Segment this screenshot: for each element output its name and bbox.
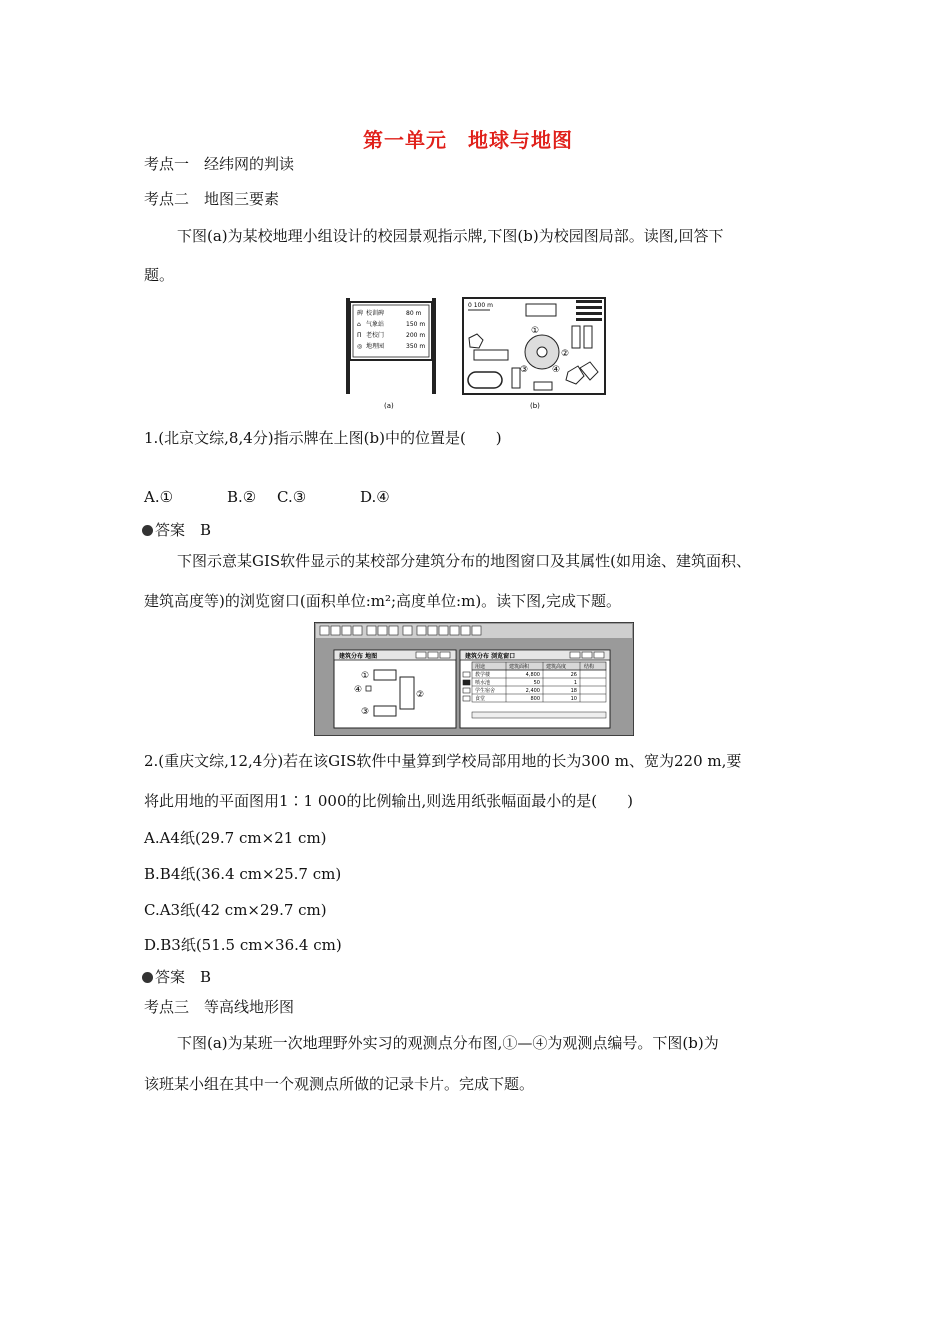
gis-cell: 喷水池 xyxy=(475,680,491,686)
gis-marker-4: ④ xyxy=(354,685,363,695)
gis-cell: 食堂 xyxy=(475,696,486,702)
question-2-option-c: C.A3纸(42 cm×29.7 cm) xyxy=(144,901,327,919)
question-1-answer-text: 答案 B xyxy=(155,521,212,539)
gis-screenshot-figure xyxy=(314,622,634,736)
gis-cell: 18 xyxy=(570,688,577,694)
question-1-stem: 1.(北京文综,8,4分)指示牌在上图(b)中的位置是( ) xyxy=(144,429,502,447)
gis-cell: 2,400 xyxy=(525,688,540,694)
gis-cell: 26 xyxy=(570,672,577,678)
intro-paragraph-1-line1: 下图(a)为某校地理小组设计的校园景观指示牌,下图(b)为校园图局部。读图,回答下 xyxy=(177,227,724,245)
sign-row-name: 气象站 xyxy=(366,321,385,328)
sign-row-dist: 150 m xyxy=(406,321,426,328)
sign-row-dist: 80 m xyxy=(406,310,422,317)
question-1-answer xyxy=(142,519,211,540)
question-1-option-a: A.① xyxy=(144,488,174,506)
answer-icon xyxy=(142,972,153,983)
map-marker-1: ① xyxy=(531,326,540,336)
gis-map-title: 建筑分布 地图 xyxy=(339,653,378,660)
campus-figure xyxy=(340,294,610,412)
sign-row-icon: Π xyxy=(357,332,362,339)
sign-row-dist: 350 m xyxy=(406,343,426,350)
question-2-option-b: B.B4纸(36.4 cm×25.7 cm) xyxy=(144,865,342,883)
sign-row-icon: ◎ xyxy=(357,343,363,350)
sign-row-name: 地理园 xyxy=(366,343,385,350)
gis-cell: 学生宿舍 xyxy=(475,688,496,694)
intro-paragraph-2-line2: 建筑高度等)的浏览窗口(面积单位:m²;高度单位:m)。读下图,完成下题。 xyxy=(144,592,621,610)
page-title: 第一单元 地球与地图 xyxy=(363,128,573,152)
question-1-option-c: C.③ xyxy=(277,488,307,506)
question-2-stem-line1: 2.(重庆文综,12,4分)若在该GIS软件中量算到学校局部用地的长为300 m、宽为220 m,要 xyxy=(144,752,742,770)
question-2-option-a: A.A4纸(29.7 cm×21 cm) xyxy=(144,829,327,847)
scale-label: 0 100 m xyxy=(468,302,493,309)
map-marker-2: ② xyxy=(561,349,570,359)
intro-paragraph-2-line1: 下图示意某GIS软件显示的某校部分建筑分布的地图窗口及其属性(如用途、建筑面积、 xyxy=(177,552,752,570)
intro-paragraph-1-line2: 题。 xyxy=(144,266,175,284)
question-2-answer-text: 答案 B xyxy=(155,968,212,986)
question-2-stem-line2: 将此用地的平面图用1∶1 000的比例输出,则选用纸张幅面最小的是( ) xyxy=(144,792,633,810)
question-1-option-d: D.④ xyxy=(360,488,390,506)
gis-cell: 800 xyxy=(530,696,540,702)
map-marker-3: ③ xyxy=(520,365,529,375)
gis-col-header: 建筑高度 xyxy=(546,664,567,670)
campus-map xyxy=(463,298,605,410)
question-1-option-b: B.② xyxy=(227,488,257,506)
gis-cell: 4,800 xyxy=(525,672,540,678)
gis-cell: 1 xyxy=(573,680,577,686)
figure-label-a: (a) xyxy=(384,402,394,410)
gis-browse-window xyxy=(460,650,610,728)
sign-row-dist: 200 m xyxy=(406,332,426,339)
gis-marker-1: ① xyxy=(361,671,370,681)
intro-paragraph-3-line1: 下图(a)为某班一次地理野外实习的观测点分布图,①—④为观测点编号。下图(b)为 xyxy=(177,1034,719,1052)
gis-col-header: 结构 xyxy=(584,664,595,670)
gis-cell: 教学楼 xyxy=(475,672,491,678)
intro-paragraph-3-line2: 该班某小组在其中一个观测点所做的记录卡片。完成下题。 xyxy=(144,1075,535,1093)
gis-browse-title: 建筑分布 浏览窗口 xyxy=(465,653,516,660)
map-marker-4: ④ xyxy=(552,365,561,375)
sign-row-icon: ⌂ xyxy=(357,321,361,328)
gis-map-window xyxy=(334,650,456,728)
section-heading-3: 考点三 等高线地形图 xyxy=(144,998,295,1016)
figure-label-b: (b) xyxy=(530,402,540,410)
gis-marker-2: ② xyxy=(416,690,425,700)
sign-row-name: 老校门 xyxy=(366,332,385,339)
section-heading-2: 考点二 地图三要素 xyxy=(144,190,280,208)
sign-row-icon: 碑 xyxy=(357,310,364,317)
answer-icon xyxy=(142,525,153,536)
sign-row-name: 校训碑 xyxy=(366,310,385,317)
gis-cell: 50 xyxy=(533,680,540,686)
sign-board xyxy=(346,298,436,410)
question-2-option-d: D.B3纸(51.5 cm×36.4 cm) xyxy=(144,936,342,954)
section-heading-1: 考点一 经纬网的判读 xyxy=(144,155,295,173)
gis-col-header: 建筑面积 xyxy=(509,664,530,670)
question-2-answer xyxy=(142,966,211,987)
gis-marker-3: ③ xyxy=(361,707,370,717)
gis-cell: 10 xyxy=(570,696,577,702)
gis-col-header: 用途 xyxy=(475,664,486,670)
